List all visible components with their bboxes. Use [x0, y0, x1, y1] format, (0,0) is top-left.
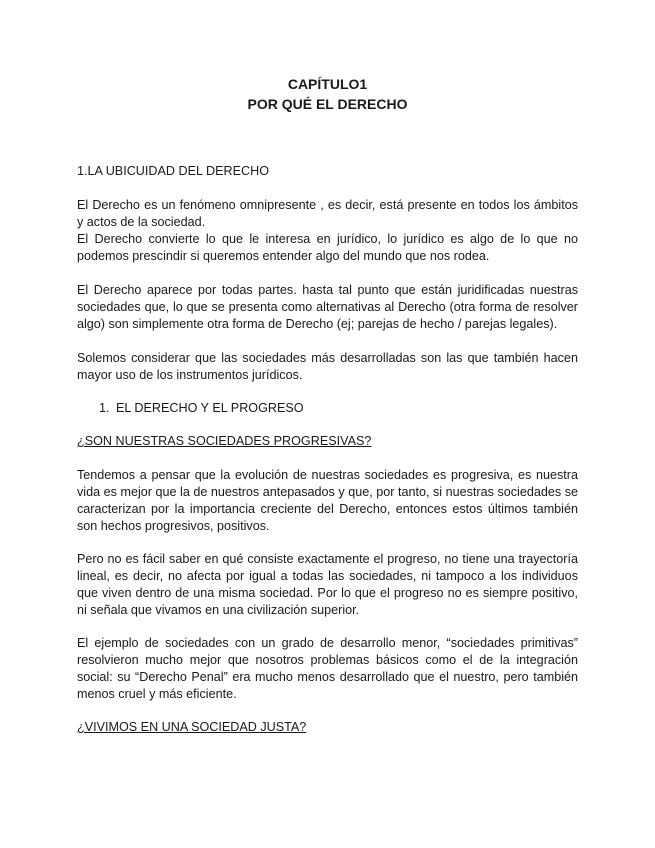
- paragraph: El Derecho es un fenómeno omnipresente , es decir, está presente en todos los ámbitos y actos de la sociedad.: [77, 198, 578, 229]
- chapter-number: CAPÍTULO1: [287, 76, 368, 92]
- paragraph: Tendemos a pensar que la evolución de nuestras sociedades es progresiva, es nuestra vida es mejor que la de nuestros antepasados y que, por tanto, si nuestras sociedades se caracterizan por la importancia creciente del Derecho, entonces estos últimos también son hechos progresivos, positivos.: [77, 468, 578, 533]
- paragraph: Pero no es fácil saber en qué consiste exactamente el progreso, no tiene una trayectoría lineal, es decir, no afecta por igual a todas las sociedades, ni tampoco a los individuos que viven dentro de una misma sociedad. Por lo que el progreso no es siempre positivo, ni señala que vivamos en una civilización superior.: [77, 552, 578, 617]
- paragraph: El Derecho aparece por todas partes. hasta tal punto que están juridificadas nuestras sociedades que, lo que se presenta como alternativas al Derecho (otra forma de resolver algo) son simplemente otra forma de Derecho (ej; parejas de hecho / parejas legales).: [77, 283, 578, 331]
- document-page: [77, 74, 578, 736]
- chapter-title: POR QUÉ EL DERECHO: [247, 96, 408, 112]
- section-heading-text: EL DERECHO Y EL PROGRESO: [116, 401, 304, 415]
- subheading-sociedad-justa: ¿VIVIMOS EN UNA SOCIEDAD JUSTA?: [77, 720, 307, 734]
- list-number: 1.: [99, 401, 110, 415]
- paragraph: Solemos considerar que las sociedades más desarrolladas son las que también hacen mayor uso de los instrumentos jurídicos.: [77, 351, 578, 382]
- section-heading-progreso: [77, 400, 578, 417]
- section-heading-ubicuidad: 1.LA UBICUIDAD DEL DERECHO: [77, 164, 269, 178]
- paragraph: El ejemplo de sociedades con un grado de desarrollo menor, “sociedades primitivas” resolvieron mucho mejor que nosotros problemas básicos como el de la integración social: su “Derecho Penal” era mucho menos desarrollado que el nuestro, pero también menos cruel y más eficiente.: [77, 636, 578, 701]
- paragraph: El Derecho convierte lo que le interesa en jurídico, lo jurídico es algo de lo que no podemos prescindir si queremos entender algo del mundo que nos rodea.: [77, 232, 578, 263]
- subheading-progresivas: ¿SON NUESTRAS SOCIEDADES PROGRESIVAS?: [77, 434, 372, 448]
